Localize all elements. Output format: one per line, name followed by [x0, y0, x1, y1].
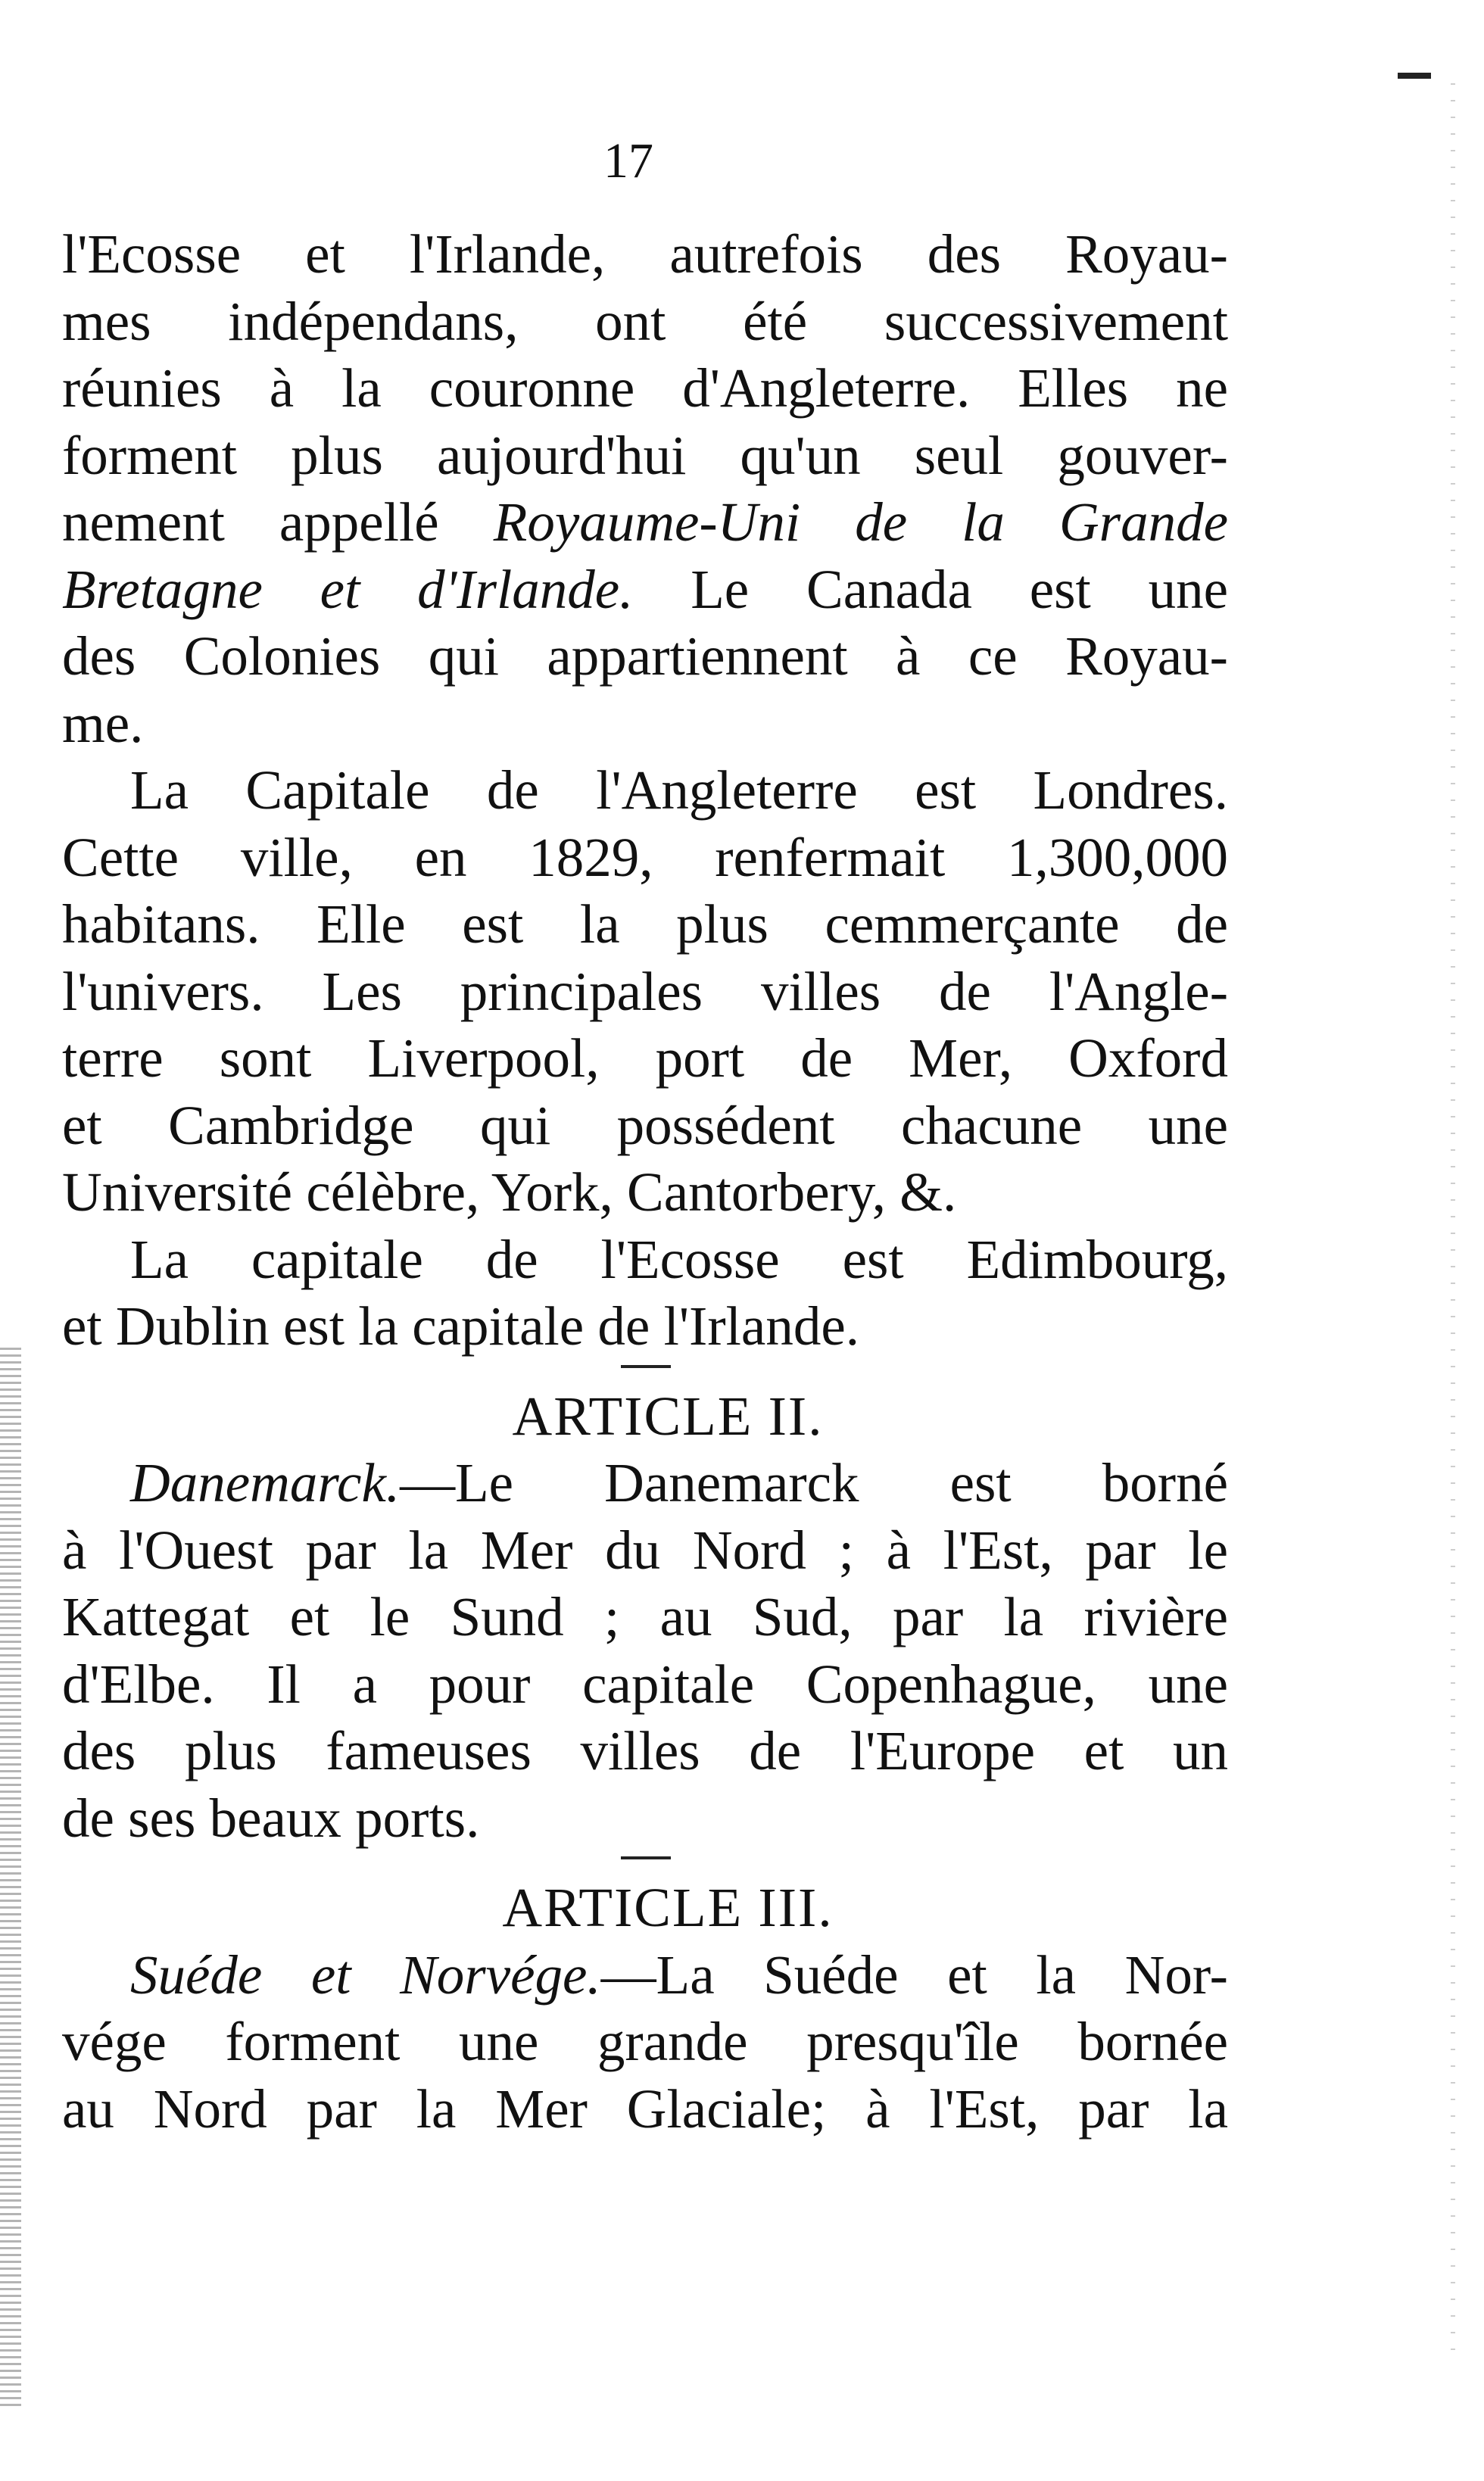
- article-heading: ARTICLE III.: [502, 1877, 834, 1938]
- text-line: l'univers. Les principales villes de l'Angle-: [62, 960, 1228, 1022]
- text-line: vége forment une grande presqu'île bornée: [62, 2011, 1228, 2072]
- text-line: forment plus aujourd'hui qu'un seul gouver-: [62, 424, 1228, 486]
- text-line: et Cambridge qui possédent chacune une: [62, 1094, 1228, 1156]
- text-line: habitans. Elle est la plus cemmerçante de: [62, 893, 1228, 955]
- text-line: réunies à la couronne d'Angleterre. Elles ne: [62, 357, 1228, 419]
- page-text: [62, 221, 1228, 2143]
- scan-edge-noise: [0, 1348, 21, 2408]
- text-line: [62, 556, 1228, 624]
- text-line: au Nord par la Mer Glaciale; à l'Est, par la: [62, 2077, 1228, 2140]
- text-line: des Colonies qui appartiennent à ce Royau-: [62, 625, 1228, 687]
- text-span: —La Suéde et la Nor-: [600, 1943, 1228, 2006]
- text-line: et Dublin est la capitale de l'Irlande.: [62, 1295, 859, 1357]
- text-line: des plus fameuses villes de l'Europe et un: [62, 1720, 1228, 1781]
- text-span: —Le Danemarck est borné: [400, 1452, 1228, 1513]
- text-line: Kattegat et le Sund ; au Sud, par la rivière: [62, 1586, 1228, 1647]
- rule-mark: [621, 1856, 671, 1859]
- text-line: Université célèbre, York, Cantorbery, &.: [62, 1161, 957, 1223]
- text-line: La capitale de l'Ecosse est Edimbourg,: [130, 1228, 1228, 1290]
- italic-term: Royaume-Uni de la Grande: [493, 491, 1228, 553]
- text-line: La Capitale de l'Angleterre est Londres.: [130, 759, 1228, 821]
- text-line: mes indépendans, ont été successivement: [62, 290, 1228, 352]
- scan-edge-noise: [1451, 83, 1455, 2355]
- text-line: [62, 1942, 1228, 2009]
- text-line: [62, 1450, 1228, 1517]
- text-line: Cette ville, en 1829, renfermait 1,300,000: [62, 826, 1228, 888]
- text-span: nement appellé: [62, 491, 494, 553]
- text-line: me.: [62, 692, 144, 754]
- text-line: l'Ecosse et l'Irlande, autrefois des Royau-: [62, 223, 1228, 285]
- article-heading: ARTICLE II.: [512, 1385, 824, 1447]
- page-number: 17: [603, 133, 653, 189]
- text-line: terre sont Liverpool, port de Mer, Oxford: [62, 1027, 1228, 1089]
- section-rule: [62, 1852, 1228, 1875]
- text-line: à l'Ouest par la Mer du Nord ; à l'Est, par le: [62, 1519, 1228, 1581]
- text-line: [62, 489, 1228, 556]
- scan-corner-mark: [1398, 73, 1431, 92]
- italic-term: Danemarck.: [130, 1452, 401, 1513]
- section-rule: [62, 1360, 1228, 1383]
- text-span: Le Canada est une: [633, 558, 1228, 620]
- italic-term: Suéde et Norvége.: [130, 1943, 601, 2006]
- italic-term: Bretagne et d'Irlande.: [62, 558, 634, 620]
- rule-mark: [621, 1365, 671, 1368]
- text-line: d'Elbe. Il a pour capitale Copenhague, une: [62, 1653, 1228, 1715]
- text-line: de ses beaux ports.: [62, 1787, 480, 1849]
